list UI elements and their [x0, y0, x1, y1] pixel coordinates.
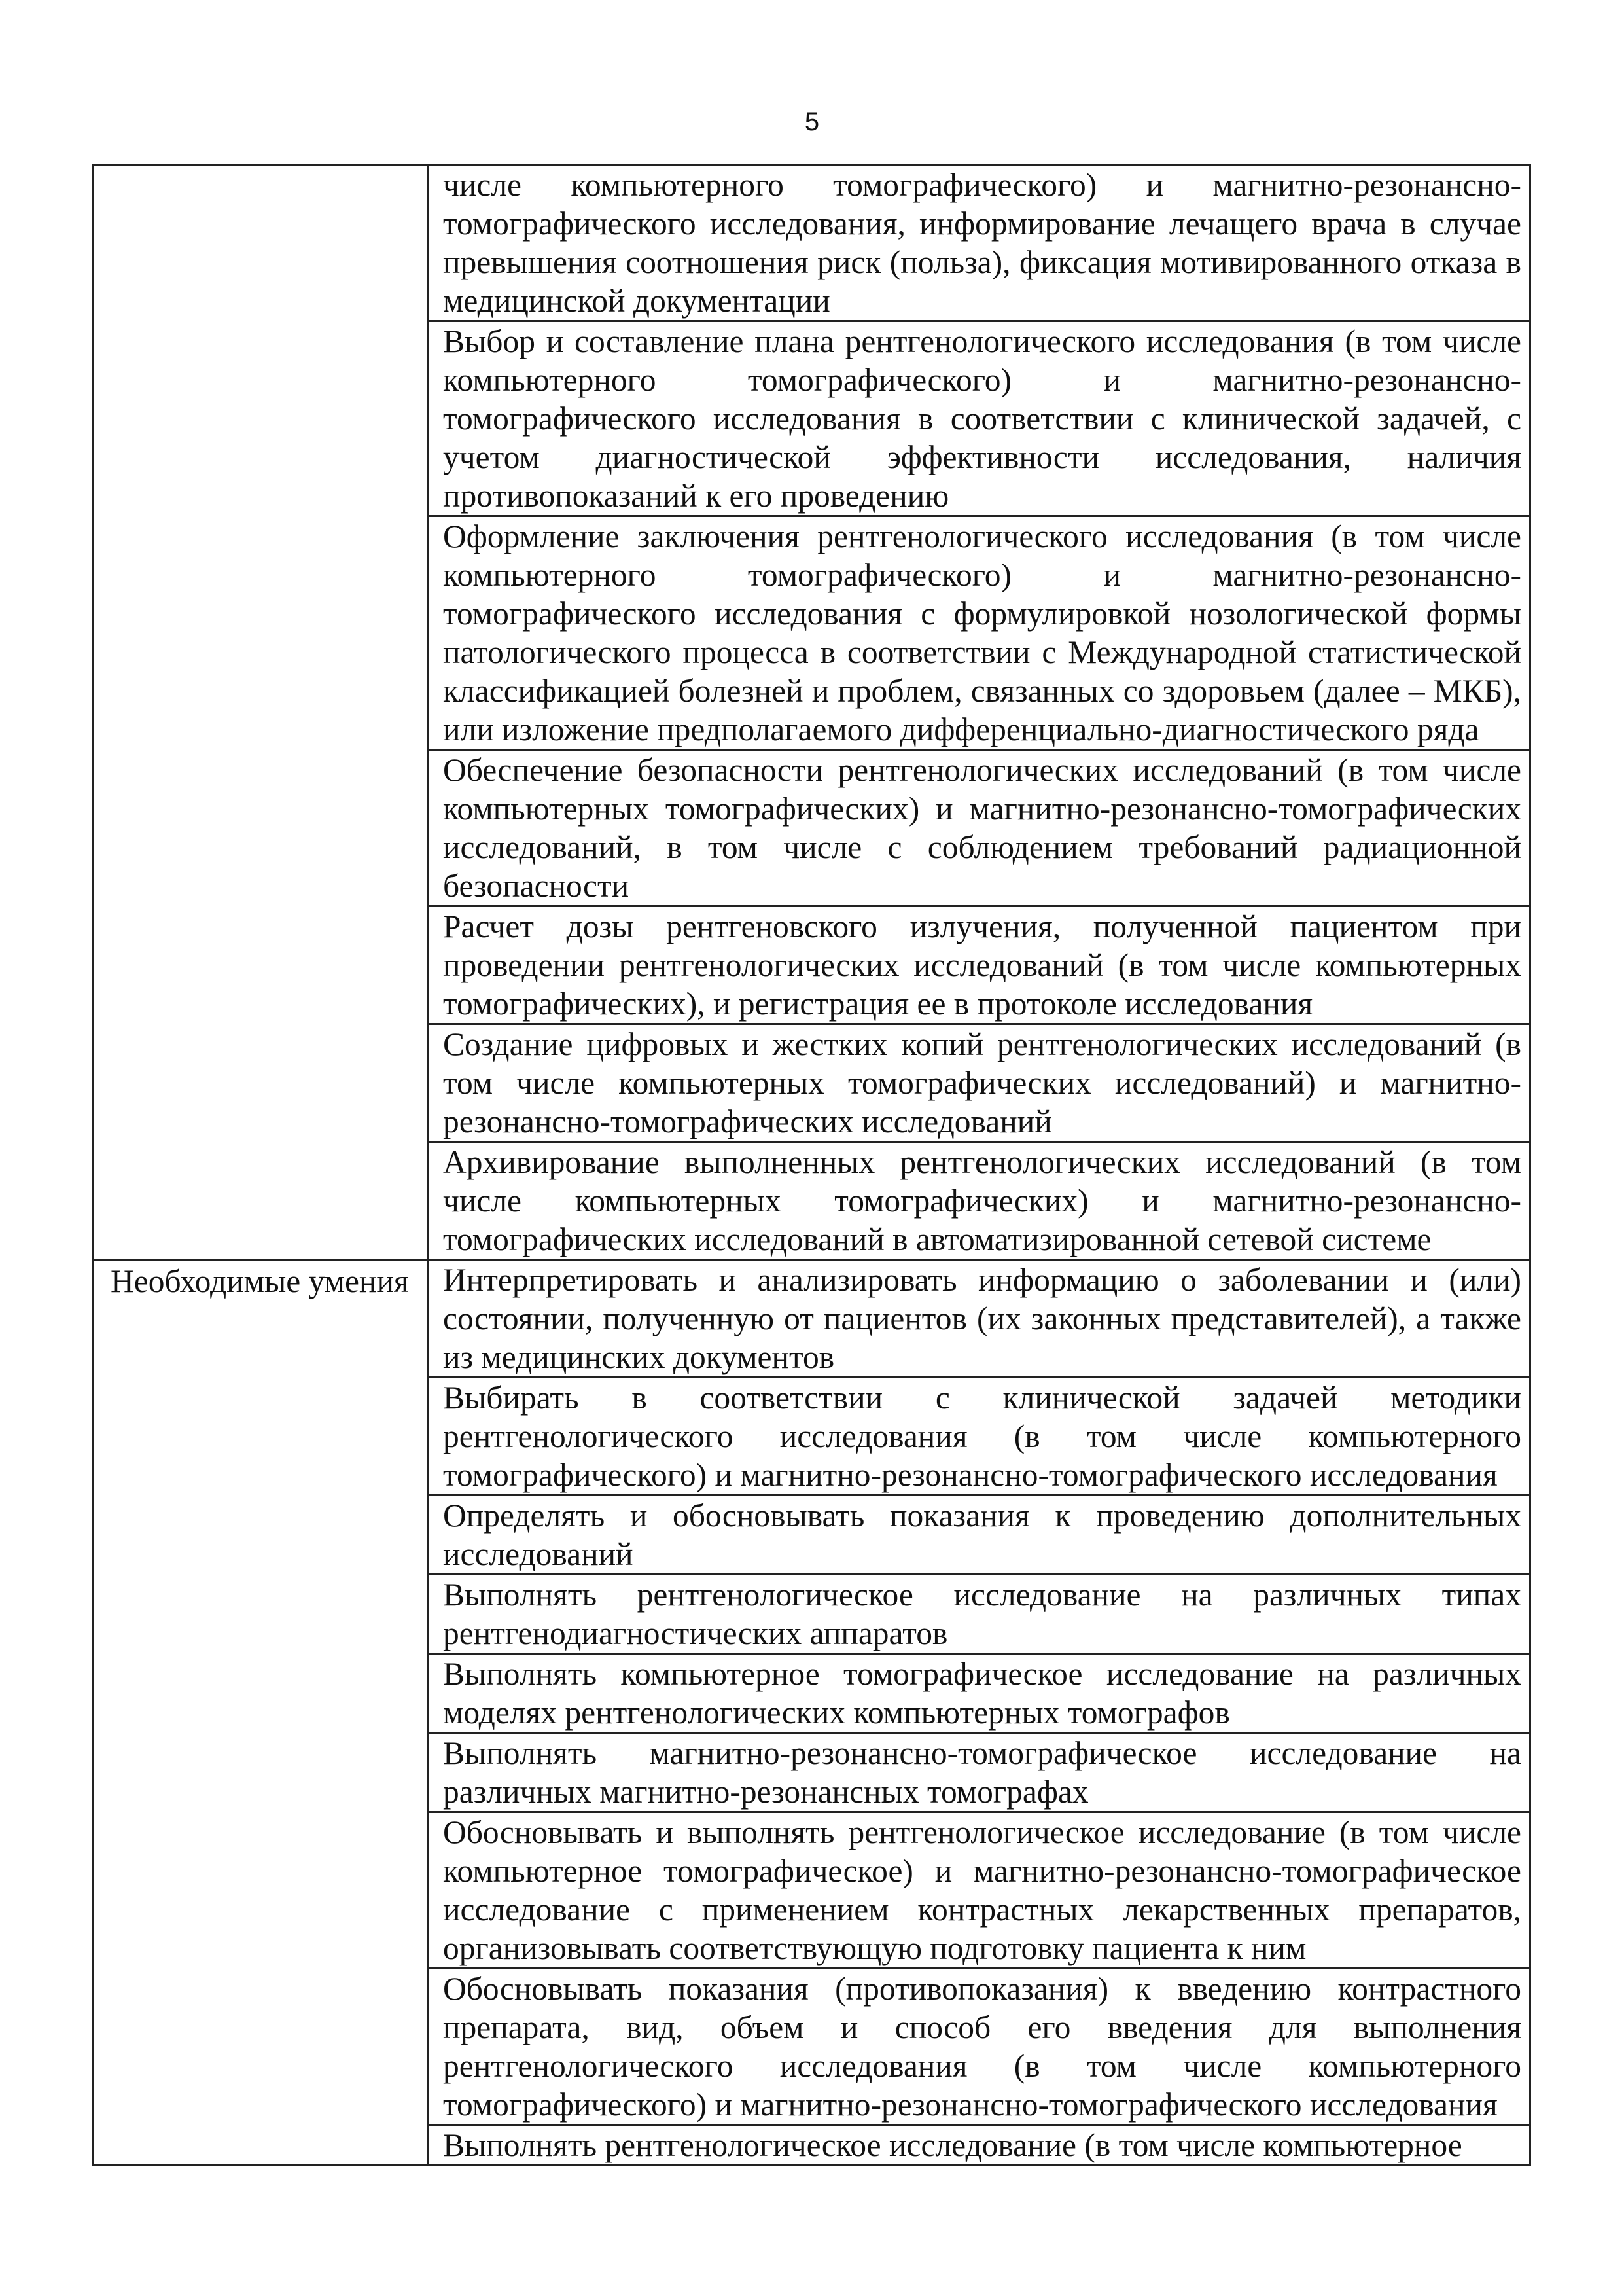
row-text-cell: Расчет дозы рентгеновского излучения, полученной пациентом при проведении рентгенологических исследований (в том числе компьютерных томографических), и регистрация ее в протоколе исследования [428, 906, 1530, 1024]
row-text-cell: Архивирование выполненных рентгенологических исследований (в том числе компьютерных томографических) и магнитно-резонансно-томографических исследований в автоматизированной сетевой системе [428, 1142, 1530, 1260]
row-text-cell: Выполнять рентгенологическое исследование на различных типах рентгенодиагностических аппаратов [428, 1575, 1530, 1654]
row-text-cell: Определять и обосновывать показания к проведению дополнительных исследований [428, 1496, 1530, 1575]
row-text-cell: Интерпретировать и анализировать информацию о заболевании и (или) состоянии, полученную от пациентов (их законных представителей), а также из медицинских документов [428, 1260, 1530, 1378]
row-text-cell: числе компьютерного томографического) и магнитно-резонансно-томографического исследования, информирование лечащего врача в случае превышения соотношения риск (польза), фиксация мотивированного отказа в медицинской документации [428, 165, 1530, 321]
table-row [93, 165, 1530, 321]
row-text-cell: Оформление заключения рентгенологического исследования (в том числе компьютерного томографического) и магнитно-резонансно-томографического исследования с формулировкой нозологической формы патологического процесса в соответствии с Международной статистической классификацией болезней и проблем, связанных со здоровьем (далее – МКБ), или изложение предполагаемого дифференциально-диагностического ряда [428, 516, 1530, 750]
row-text-cell: Обосновывать и выполнять рентгенологическое исследование (в том числе компьютерное томографическое) и магнитно-резонансно-томографическое исследование с применением контрастных лекарственных препаратов, организовывать соответствующую подготовку пациента к ним [428, 1812, 1530, 1969]
row-text-cell: Выполнять рентгенологическое исследование (в том числе компьютерное [428, 2125, 1530, 2166]
requirements-table [92, 164, 1531, 2166]
page-number: 5 [804, 107, 820, 136]
necessary-skills-label: Необходимые умения [93, 1260, 428, 2166]
row-text-cell: Создание цифровых и жестких копий рентгенологических исследований (в том числе компьютерных томографических исследований) и магнитно-резонансно-томографических исследований [428, 1024, 1530, 1142]
row-text-cell: Выполнять магнитно-резонансно-томографическое исследование на различных магнитно-резонансных томографах [428, 1733, 1530, 1812]
table-row [93, 1260, 1530, 1378]
row-text-cell: Выполнять компьютерное томографическое исследование на различных моделях рентгенологических компьютерных томографов [428, 1654, 1530, 1733]
row-text-cell: Обеспечение безопасности рентгенологических исследований (в том числе компьютерных томографических) и магнитно-резонансно-томографических исследований, в том числе с соблюдением требований радиационной безопасности [428, 750, 1530, 906]
row-text-cell: Выбор и составление плана рентгенологического исследования (в том числе компьютерного томографического) и магнитно-резонансно-томографического исследования в соответствии с клинической задачей, с учетом диагностической эффективности исследования, наличия противопоказаний к его проведению [428, 321, 1530, 516]
row-text-cell: Выбирать в соответствии с клинической задачей методики рентгенологического исследования (в том числе компьютерного томографического) и магнитно-резонансно-томографического исследования [428, 1378, 1530, 1496]
row-label-cell [93, 165, 428, 1260]
row-text-cell: Обосновывать показания (противопоказания) к введению контрастного препарата, вид, объем и способ его введения для выполнения рентгенологического исследования (в том числе компьютерного томографического) и магнитно-резонансно-томографического исследования [428, 1969, 1530, 2125]
